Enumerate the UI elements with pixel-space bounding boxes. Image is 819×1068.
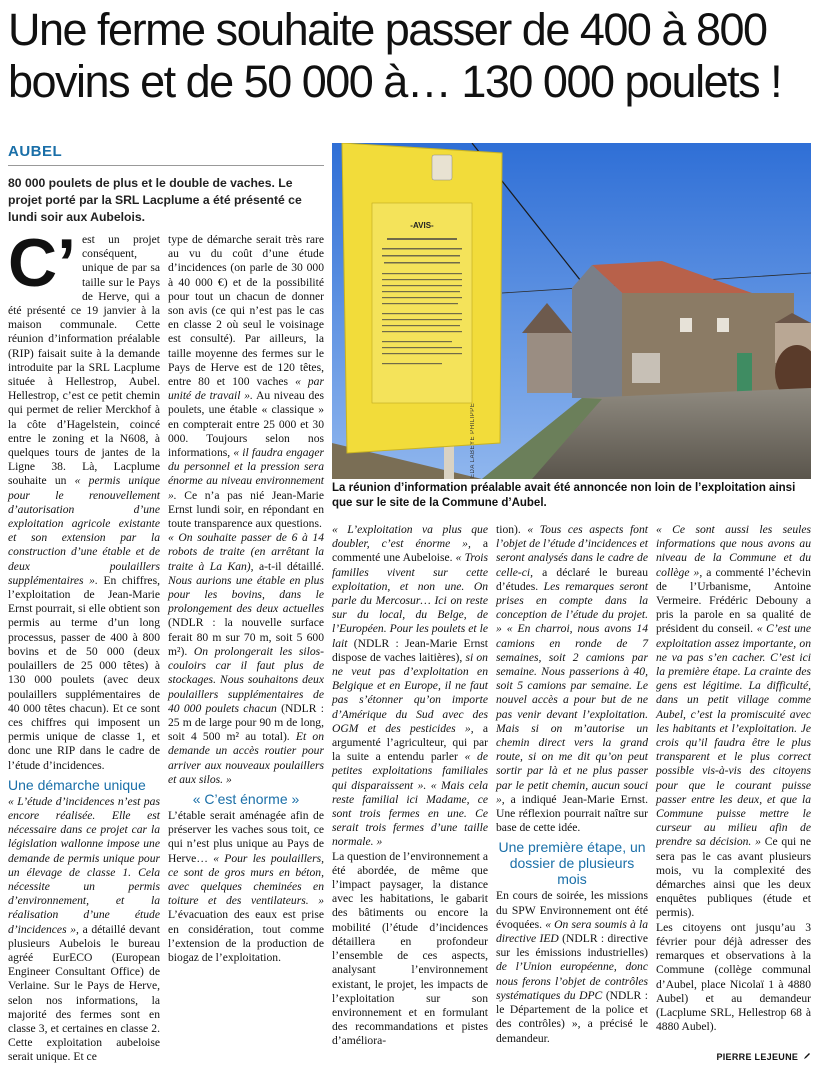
photo-illustration bbox=[332, 143, 811, 479]
paragraph: a commenté l’échevin de l’Urbanisme, Antoine Vermeire. Frédéric Debouny a pris la parole en sa qualité de président du conseil. bbox=[656, 565, 811, 636]
kicker-divider bbox=[8, 165, 324, 166]
paragraph: Ce n’a pas nié Jean-Marie Ernst lundi soir, en répondant en toute transparence aux questions. bbox=[168, 488, 324, 531]
dropcap: C’ bbox=[8, 225, 76, 301]
article-column-5 bbox=[656, 523, 811, 1034]
article-column-4 bbox=[496, 523, 648, 1046]
author-name: PIERRE LEJEUNE bbox=[716, 1052, 799, 1062]
paragraph: a indiqué Jean-Marie Ernst. Une réflexion pourrait naître sur base de cette idée. bbox=[496, 792, 648, 835]
quote: « il faudra engager du personnel et la pression sera énorme au niveau environnement ». bbox=[168, 446, 324, 502]
paragraph: a commenté une Aubeloise. bbox=[332, 537, 488, 565]
article-column-2 bbox=[168, 233, 324, 965]
paragraph: Les citoyens ont jusqu’au 3 février pour déjà adresser des remarques et observations à la Commune (collège communal d’Aubel, place Nicolaï 1 à 4880 Aubel) et au demandeur (Lacplume SRL, Hellestrop 68 à 4880 Aubel). bbox=[656, 920, 811, 1034]
paragraph: (NDLR : la nouvelle surface ferait 80 m sur 70 m, soit 5 600 m²). bbox=[168, 616, 324, 658]
headline-line-2: bovins et de 50 000 à… 130 000 poulets ! bbox=[8, 56, 782, 107]
quote: « L’exploitation va plus que doubler, c’est énorme », bbox=[332, 523, 488, 551]
quote: « par unité de travail ». bbox=[168, 375, 324, 403]
quote: « Pour les poulaillers, ce sont de gros murs en béton, avec quelques cheminées en toiture et des ventilateurs. » bbox=[168, 851, 324, 908]
article-photo bbox=[332, 143, 811, 479]
headline-line-1: Une ferme souhaite passer de 400 à 800 bbox=[8, 4, 767, 55]
article-column-1 bbox=[8, 225, 160, 1065]
quote: « On souhaite passer de 6 à 14 robots de traite (en arrêtant la traite à La Kan), bbox=[168, 531, 324, 573]
quote: « Ce sont aussi les seules informations que nous avons au niveau de la Commune et du collège », bbox=[656, 523, 811, 579]
quote: de l’Union européenne, donc nous ferons l’objet de contrôles systématiques du DPC bbox=[496, 960, 648, 1002]
subheading: Une première étape, un dossier de plusieurs mois bbox=[498, 839, 646, 888]
quote: « permis unique pour le renouvellement d’autorisation d’une exploitation agricole existante et son extension par la construction d’une étable et de deux poulaillers supplémentaires ». bbox=[8, 474, 160, 587]
kicker-location: AUBEL bbox=[8, 143, 63, 160]
headline bbox=[8, 4, 813, 108]
paragraph: a détaillé devant plusieurs Aubelois le bureau agréé EurECO (European Engineer Consultant Office) de Verlaine. Sur le Pays de Herve, selon nos informations, la majorité des fermes sont en classe 3, et certaines en classe 2. Cette exploitation aubeloise serait unique. Et ce bbox=[8, 922, 160, 1064]
paragraph: a argumenté l’agriculteur, qui par la suite a entendu parler bbox=[332, 721, 489, 764]
paragraph: En chiffres, l’exploitation de Jean-Marie Ernst pourrait, si elle obtient son permis au terme d’un long processus, passer de 400 à 800 bovins et de 50 000 (deux poulaillers de 25 000 têtes) à 130 000 poulets (avec deux poulaillers supplémentaires de 40 000 têtes chacun). Et ce sont ces chiffres qui imposent un permis unique de classe 1, et donc une RIP dans le cadre de l’étude d’incidences. bbox=[8, 573, 160, 772]
quote: On prolongerait les silos-couloirs car il faut plus de stockages. Nous souhaitons deux poulaillers supplémentaires de 40 000 poulets chacun bbox=[168, 644, 324, 715]
quote: « L’étude d’incidences n’est pas encore réalisée. Elle est nécessaire dans ce projet car la législation wallonne impose une demande de permis unique pour un élevage de classe 1. Cela nécessite un permis d’environnement, et la réalisation d’une étude d’incidences », bbox=[8, 794, 160, 936]
paragraph: (NDLR : le Département de la police et des contrôles) », bbox=[496, 988, 648, 1031]
paragraph: La question de l’environnement a été abordée, de même que l’impact paysager, la distance avec les habitations, le gabarit des bâtiments ou encore la mobilité (l’étude d’incidences détaillera en profondeur l’ensemble de ces aspects, analysant l’environnement existant, le projet, les impacts de l’exploitation sur son environnement et en formulant des recommandations et pistes d’améliora- bbox=[332, 849, 488, 1048]
article-column-3 bbox=[332, 523, 488, 1049]
quote: Nous aurions une étable en plus pour les bovins, dans le prolongement des deux actuelles bbox=[168, 573, 324, 616]
paragraph: est un projet conséquent, unique de par sa taille sur le Pays de Herve, qui a été présenté ce 19 janvier à la maison communale. Cette réunion d’information préalable (RIP) faisait suite à la demande introduite par la SRL Lacplume située à Hellestrop, Aubel. Hellestrop, c’est ce petit chemin qui permet de relier Merckhof à la côte d’Hagelstein, coincé entre le zoning et la N608, à quelques tours de jantes de la Ligne 38. Là, Lacplume souhaite un bbox=[8, 233, 160, 488]
quote: « On sera soumis à la directive IED bbox=[496, 917, 648, 946]
paragraph: a précisé le demandeur. bbox=[496, 1017, 648, 1045]
quote: « Tous ces aspects font l’objet de l’étude d’incidences et seront analysés dans le cadre de celle-ci, bbox=[496, 523, 648, 579]
paragraph: En cours de soirée, les missions du SPW Environnement ont été évoquées. bbox=[496, 889, 648, 931]
quote: « de petites exploitations familiales qui disparaissent ». « Mais cela reste familial ici Madame, ce sont trois fermes en une. Ce serait trois fermes d’une taille normale. » bbox=[332, 750, 488, 849]
paragraph: L’évacuation des eaux est prise en considération, tout comme l’extension de la production de biogaz de l’exploitation. bbox=[168, 908, 324, 964]
quote: « C’est une exploitation assez importante, on ne va pas s’en cacher. C’est ici la première étape. La crainte des gens est légitime. La difficulté, dans un petit village comme Aubel, c’est la promiscuité avec les habitants et l’exploitation. Je crois qu’il faudra être le plus transparent et le plus correct possible vis-à-vis des citoyens pour que le courant puisse passer entre les deux, et que la Commune puisse mettre le curseur au milieu afin de prendre sa décision. » bbox=[656, 622, 811, 849]
paragraph: a déclaré le bureau d’études. bbox=[496, 565, 648, 593]
paragraph: a-t-il détaillé. bbox=[259, 559, 324, 573]
subheading: Une démarche unique bbox=[8, 776, 146, 793]
author-signature bbox=[716, 1052, 811, 1062]
lede: 80 000 poulets de plus et le double de vaches. Le projet porté par la SRL Lacplume a été présenté ce lundi soir aux Aubelois. bbox=[8, 176, 302, 224]
subheading: « C’est énorme » bbox=[192, 790, 300, 807]
pen-icon bbox=[803, 1052, 811, 1060]
photo-caption: La réunion d’information préalable avait été annoncée non loin de l’exploitation ainsi que sur le site de la Commune d’Aubel. bbox=[332, 482, 796, 509]
paragraph: L’étable serait aménagée afin de préserver les vaches sous toit, ce qui n’est plus unique au Pays de Herve… bbox=[168, 808, 324, 865]
quote: Les remarques seront prises en compte dans la conception de l’étude du projet. » « En charroi, nous avons 14 camions en ronde de 7 semaines, soit 2 camions par semaine. Nous passerions à 40, soit 5 camions par semaine. Le nouvel accès a pour but de ne pas venir devant l’exploitation. Mais si on m’autorise un chemin direct vers la grand route, si on me dit qu’on peut sortir par là et ne plus passer par le petit chemin, aucun souci », bbox=[496, 579, 649, 806]
paragraph: tion). bbox=[496, 523, 521, 536]
sign-title: -AVIS- bbox=[410, 221, 434, 230]
quote: si on ne veut pas d’exploitation en Belgique et en Europe, il ne faut pas s’étonner qu’on importe d’Amérique du Sud avec des OGM et des pesticides », bbox=[332, 650, 488, 735]
quote: Et on demande un accès routier pour arriver aux nouveaux poulaillers et aux silos. » bbox=[168, 730, 325, 786]
paragraph: Au niveau des poulets, une étable « classique » en compterait entre 25 000 et 30 000. Toujours selon nos informations, bbox=[168, 389, 324, 460]
photo-credit: EDA LABEYE PHILIPPE bbox=[470, 402, 476, 478]
paragraph: Ce qui ne sera pas le cas avant plusieurs mois, vu la complexité des démarches ainsi que les deux enquêtes publiques (étude et permis). bbox=[656, 835, 811, 920]
quote: « Trois familles vivent sur cette exploitation, et non une. On parle du Mercosur… Ici on reste sur du local, du Belge, de l’Européen. Pour les poulets et le lait bbox=[332, 551, 488, 650]
paragraph: type de démarche serait très rare au vu du coût d’une étude d’incidences (on parle de 30 000 à 40 000 €) et de la possibilité pour tout un chacun de donner son avis (ce qui n’est pas le cas en classe 2 où seul le voisinage est consulté). Par ailleurs, la taille moyenne des fermes sur le Pays de Herve est de 120 têtes, entre 80 et 100 vaches bbox=[168, 233, 324, 389]
paragraph: (NDLR : directive sur les émissions industrielles) bbox=[496, 932, 648, 960]
paragraph: (NDLR : Jean-Marie Ernst dispose de vaches laitières), bbox=[332, 636, 488, 664]
paragraph: (NDLR : 25 m de large pour 90 m de long, soit 4 500 m² au total). bbox=[168, 701, 324, 744]
